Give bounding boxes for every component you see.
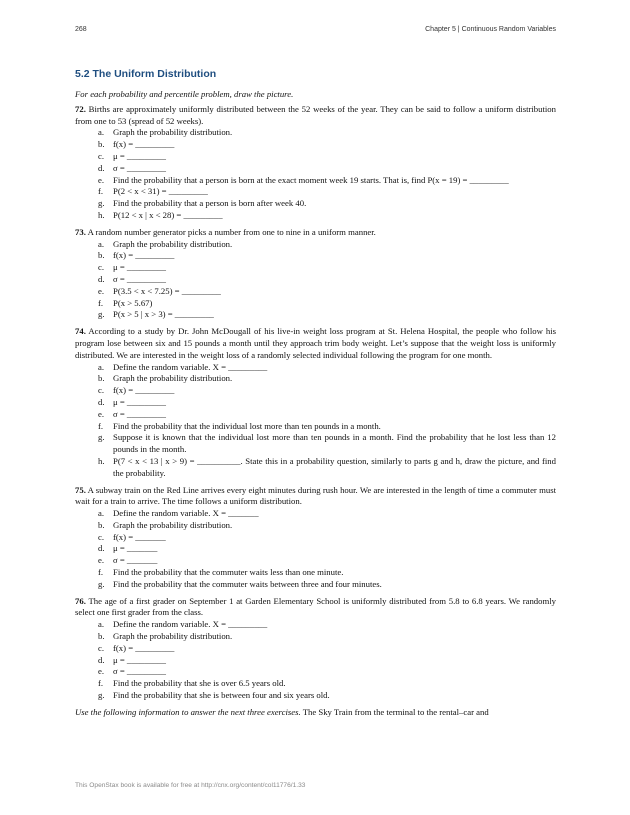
part-text: f(x) = _________ — [113, 385, 175, 396]
exercise-number: 72. — [75, 103, 86, 114]
part-text: Find the probability that a person is born after week 40. — [113, 198, 307, 209]
part-text: Graph the probability distribution. — [113, 631, 233, 642]
exercise-text: A subway train on the Red Line arrives every eight minutes during rush hour. We are interested in the length of time a commuter must wait for a train to arrive. The time follows a uniform distribution. — [75, 484, 556, 507]
exercise-stem — [75, 326, 556, 361]
part-letter: g. — [98, 690, 105, 701]
shared-info-paragraph — [75, 707, 556, 719]
part-text: Define the random variable. X = _________ — [113, 361, 268, 372]
page-content — [75, 68, 556, 719]
exercise-part — [98, 678, 556, 690]
part-text: Graph the probability distribution. — [113, 373, 233, 384]
exercise-part — [98, 262, 556, 274]
part-letter: e. — [98, 666, 105, 677]
page-number: 268 — [75, 26, 87, 33]
exercise-part — [98, 373, 556, 385]
exercise-parts — [75, 127, 556, 221]
part-letter: b. — [98, 519, 105, 530]
part-letter: b. — [98, 631, 105, 642]
part-letter: f. — [98, 567, 104, 578]
part-letter: a. — [98, 619, 105, 630]
exercise-part — [98, 643, 556, 655]
part-text: Graph the probability distribution. — [113, 238, 233, 249]
shared-info-text: The Sky Train from the terminal to the rental–car and — [300, 706, 489, 717]
part-text: Find the probability that the commuter waits between three and four minutes. — [113, 578, 382, 589]
exercise-75 — [75, 485, 556, 591]
exercise-parts — [75, 362, 556, 480]
section-title: 5.2 The Uniform Distribution — [75, 68, 217, 80]
page-footer: This OpenStax book is available for free at http://cnx.org/content/col11776/1.33 — [75, 782, 306, 789]
part-letter: a. — [98, 361, 105, 372]
part-letter: f. — [98, 420, 104, 431]
part-text: f(x) = _________ — [113, 642, 175, 653]
exercise-76 — [75, 596, 556, 702]
exercise-part — [98, 567, 556, 579]
part-text: μ = _________ — [113, 654, 166, 665]
exercise-74 — [75, 326, 556, 479]
part-text: P(2 < x < 31) = _________ — [113, 186, 208, 197]
exercise-number: 74. — [75, 326, 86, 337]
part-text: Find the probability that a person is born at the exact moment week 19 starts. That is, find P(x = 19) = _________ — [113, 174, 509, 185]
part-text: μ = _________ — [113, 262, 166, 273]
exercise-parts — [75, 619, 556, 702]
exercise-part — [98, 666, 556, 678]
part-letter: a. — [98, 127, 105, 138]
exercise-part — [98, 239, 556, 251]
part-letter: a. — [98, 238, 105, 249]
part-text: σ = _________ — [113, 273, 167, 284]
part-text: P(x > 5 | x > 3) = _________ — [113, 309, 214, 320]
part-letter: b. — [98, 373, 105, 384]
part-text: Suppose it is known that the individual lost more than ten pounds in a month. Find the probability that he lost less than 12 pounds in the month. — [113, 432, 556, 455]
part-letter: g. — [98, 578, 105, 589]
part-letter: c. — [98, 642, 105, 653]
exercise-part — [98, 250, 556, 262]
exercise-part — [98, 385, 556, 397]
part-text: Find the probability that the commuter waits less than one minute. — [113, 567, 344, 578]
exercise-part — [98, 579, 556, 591]
part-letter: g. — [98, 309, 105, 320]
exercise-text: According to a study by Dr. John McDougall of his live-in weight loss program at St. Helena Hospital, the people who follow his program lose between six and 15 pounds a month until they approach trim body weight. Let’s suppose that the weight loss is uniformly distributed. We are interested in the weight loss of a randomly selected individual following the program for one month. — [75, 326, 556, 360]
part-letter: d. — [98, 543, 105, 554]
exercise-part — [98, 309, 556, 321]
part-letter: e. — [98, 555, 105, 566]
part-text: P(12 < x | x < 28) = _________ — [113, 209, 223, 220]
part-text: Find the probability that she is over 6.5 years old. — [113, 678, 286, 689]
part-letter: f. — [98, 678, 104, 689]
part-letter: d. — [98, 273, 105, 284]
part-text: Define the random variable. X = _______ — [113, 508, 259, 519]
exercise-text: The age of a first grader on September 1 at Garden Elementary School is uniformly distributed from 5.8 to 6.8 years. We randomly select one first grader from the class. — [75, 595, 556, 618]
exercise-part — [98, 456, 556, 480]
part-letter: d. — [98, 654, 105, 665]
exercise-part — [98, 286, 556, 298]
part-letter: e. — [98, 285, 105, 296]
part-letter: h. — [98, 209, 105, 220]
exercise-part — [98, 397, 556, 409]
exercise-part — [98, 619, 556, 631]
exercise-part — [98, 508, 556, 520]
part-letter: c. — [98, 262, 105, 273]
part-letter: f. — [98, 297, 104, 308]
exercise-part — [98, 163, 556, 175]
exercise-part — [98, 520, 556, 532]
exercise-parts — [75, 508, 556, 591]
exercise-number: 75. — [75, 484, 86, 495]
part-text: σ = _________ — [113, 162, 167, 173]
exercise-part — [98, 139, 556, 151]
part-letter: g. — [98, 432, 105, 443]
part-text: P(x > 5.67) — [113, 297, 153, 308]
shared-info-lead: Use the following information to answer the next three exercises. — [75, 706, 301, 717]
part-text: μ = _______ — [113, 543, 158, 554]
exercise-stem — [75, 227, 556, 239]
part-letter: d. — [98, 162, 105, 173]
exercise-list — [75, 104, 556, 702]
part-letter: g. — [98, 198, 105, 209]
exercise-parts — [75, 239, 556, 322]
exercise-part — [98, 151, 556, 163]
part-letter: c. — [98, 385, 105, 396]
exercise-number: 73. — [75, 226, 86, 237]
exercise-part — [98, 690, 556, 702]
exercise-73 — [75, 227, 556, 321]
exercise-part — [98, 409, 556, 421]
section-intro: For each probability and percentile problem, draw the picture. — [75, 89, 294, 99]
part-text: μ = _________ — [113, 150, 166, 161]
part-text: Graph the probability distribution. — [113, 519, 233, 530]
exercise-part — [98, 186, 556, 198]
part-text: σ = _________ — [113, 408, 167, 419]
part-text: f(x) = _______ — [113, 531, 166, 542]
part-text: Define the random variable. X = _________ — [113, 619, 268, 630]
running-head — [75, 26, 556, 36]
part-text: f(x) = _________ — [113, 250, 175, 261]
exercise-stem — [75, 596, 556, 620]
part-text: Find the probability that the individual lost more than ten pounds in a month. — [113, 420, 381, 431]
part-letter: f. — [98, 186, 104, 197]
exercise-72 — [75, 104, 556, 222]
exercise-number: 76. — [75, 595, 86, 606]
exercise-part — [98, 198, 556, 210]
part-letter: d. — [98, 396, 105, 407]
part-text: P(7 < x < 13 | x > 9) = __________. State this in a probability question, similarly to parts g and h, draw the picture, and find the probability. — [113, 455, 556, 478]
part-text: P(3.5 < x < 7.25) = _________ — [113, 285, 221, 296]
exercise-part — [98, 175, 556, 187]
exercise-part — [98, 655, 556, 667]
part-letter: e. — [98, 408, 105, 419]
part-text: Graph the probability distribution. — [113, 127, 233, 138]
exercise-part — [98, 555, 556, 567]
part-letter: b. — [98, 250, 105, 261]
exercise-part — [98, 631, 556, 643]
part-letter: c. — [98, 150, 105, 161]
part-letter: a. — [98, 508, 105, 519]
exercise-part — [98, 421, 556, 433]
chapter-title: Chapter 5 | Continuous Random Variables — [425, 26, 556, 33]
exercise-part — [98, 432, 556, 456]
exercise-part — [98, 543, 556, 555]
exercise-part — [98, 532, 556, 544]
part-letter: b. — [98, 139, 105, 150]
exercise-stem — [75, 485, 556, 509]
part-text: μ = _________ — [113, 396, 166, 407]
part-text: Find the probability that she is between four and six years old. — [113, 690, 330, 701]
exercise-part — [98, 127, 556, 139]
exercise-text: A random number generator picks a number from one to nine in a uniform manner. — [87, 226, 376, 237]
part-letter: e. — [98, 174, 105, 185]
part-letter: c. — [98, 531, 105, 542]
exercise-text: Births are approximately uniformly distributed between the 52 weeks of the year. They can be said to follow a uniform distribution from one to 53 (spread of 52 weeks). — [75, 103, 556, 126]
exercise-part — [98, 274, 556, 286]
exercise-stem — [75, 104, 556, 128]
part-text: f(x) = _________ — [113, 139, 175, 150]
exercise-part — [98, 210, 556, 222]
part-text: σ = _________ — [113, 666, 167, 677]
part-text: σ = _______ — [113, 555, 158, 566]
part-letter: h. — [98, 455, 105, 466]
exercise-part — [98, 298, 556, 310]
exercise-part — [98, 362, 556, 374]
